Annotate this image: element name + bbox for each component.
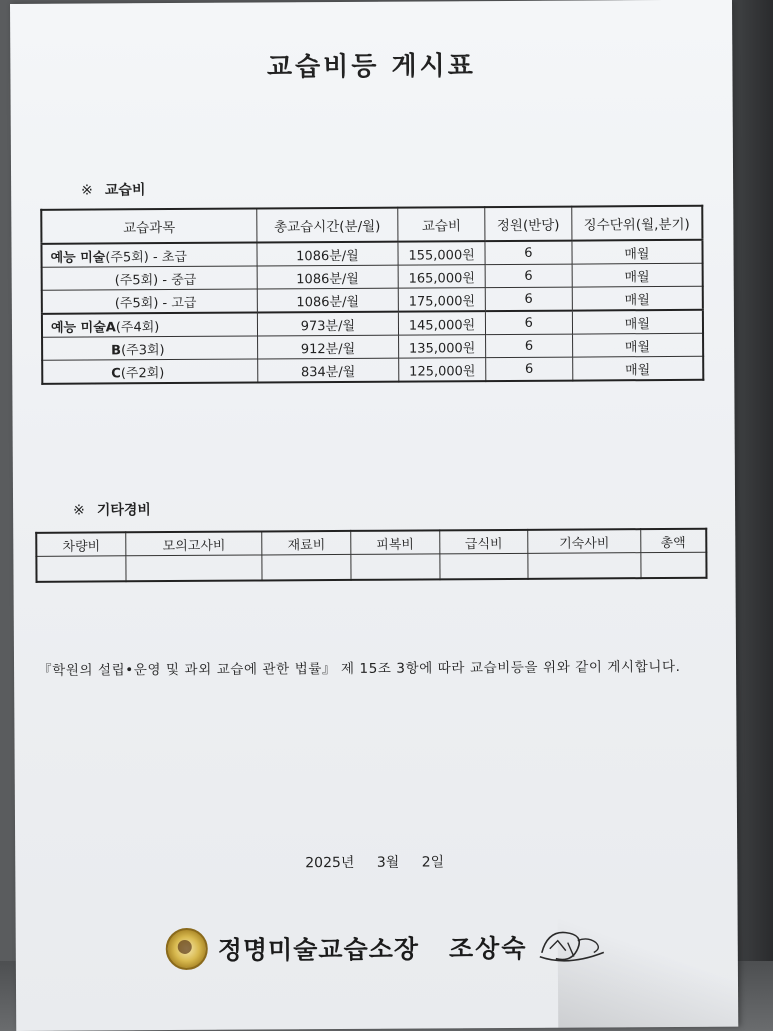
header-meals: 급식비 — [439, 530, 528, 554]
value-mock-exam — [126, 555, 262, 581]
header-vehicle: 차량비 — [36, 532, 126, 556]
row-subject: B(주3회) — [42, 336, 257, 360]
tuition-header-row — [41, 206, 702, 244]
organization-name: 정명미술교습소장 — [217, 934, 420, 965]
notice-paper — [10, 0, 738, 1031]
legal-notice: 『학원의 설립•운영 및 과외 교습에 관한 법률』 제 15조 3항에 따라 교습비등을 위와 같이 게시합니다. — [38, 658, 681, 679]
section-tuition-heading — [81, 179, 145, 199]
header-clothing: 피복비 — [351, 530, 440, 554]
row-hours: 912분/월 — [257, 335, 399, 359]
header-unit: 징수단위(월,분기) — [571, 206, 702, 241]
row-hours: 1086분/월 — [257, 288, 399, 312]
section-other-costs-label: 기타경비 — [96, 502, 151, 519]
row-capacity: 6 — [486, 357, 573, 381]
table-row — [42, 356, 703, 384]
value-vehicle — [36, 556, 126, 582]
row-fee: 125,000원 — [399, 358, 486, 382]
issue-date — [305, 851, 444, 872]
representative-name: 조상숙 — [448, 933, 528, 964]
row-subject: 예능 미술(주5회) - 초급 — [41, 242, 256, 267]
row-unit: 매월 — [572, 263, 703, 287]
value-clothing — [351, 554, 440, 580]
date-year: 2025년 — [305, 854, 355, 872]
row-fee: 145,000원 — [399, 311, 486, 335]
row-fee: 155,000원 — [398, 241, 485, 265]
row-unit: 매월 — [572, 240, 703, 264]
row-hours: 973분/월 — [257, 312, 399, 336]
date-month: 3월 — [376, 854, 400, 871]
row-unit: 매월 — [572, 356, 703, 380]
value-meals — [439, 553, 528, 579]
date-day: 2일 — [421, 854, 445, 871]
row-unit: 매월 — [572, 333, 703, 357]
row-hours: 1086분/월 — [257, 242, 399, 266]
document-title: 교습비등 게시표 — [266, 51, 476, 83]
header-capacity: 정원(반당) — [485, 207, 572, 242]
other-costs-value-row — [36, 552, 706, 582]
reference-mark: ※ — [73, 502, 85, 519]
section-tuition-label: 교습비 — [104, 182, 146, 199]
tuition-table — [40, 205, 704, 385]
header-materials: 재료비 — [262, 531, 351, 555]
row-fee: 165,000원 — [398, 265, 485, 289]
signature-block — [166, 922, 608, 973]
row-unit: 매월 — [572, 310, 703, 334]
handwritten-signature — [537, 922, 607, 970]
row-capacity: 6 — [485, 264, 572, 288]
row-fee: 175,000원 — [398, 288, 485, 312]
reference-mark: ※ — [81, 182, 93, 199]
value-materials — [262, 554, 351, 580]
other-costs-table — [35, 528, 707, 583]
row-subject: 예능 미술A(주4회) — [42, 312, 257, 337]
row-unit: 매월 — [572, 286, 703, 310]
header-subject: 교습과목 — [41, 208, 256, 243]
academy-seal-icon — [166, 928, 208, 970]
value-total — [641, 552, 707, 578]
value-dormitory — [528, 553, 641, 579]
header-total: 총액 — [640, 529, 706, 553]
row-subject: (주5회) - 고급 — [42, 289, 257, 314]
row-capacity: 6 — [485, 334, 572, 358]
header-dormitory: 기숙사비 — [528, 529, 641, 553]
row-subject: (주5회) - 중급 — [42, 266, 257, 290]
row-capacity: 6 — [485, 287, 572, 311]
row-fee: 135,000원 — [399, 335, 486, 359]
row-subject: C(주2회) — [42, 359, 257, 384]
row-capacity: 6 — [485, 241, 572, 265]
row-hours: 1086분/월 — [257, 265, 399, 289]
row-hours: 834분/월 — [257, 358, 399, 382]
header-fee: 교습비 — [398, 207, 485, 242]
header-hours: 총교습시간(분/월) — [256, 208, 398, 243]
section-other-costs-heading — [73, 499, 151, 519]
row-capacity: 6 — [485, 311, 572, 335]
header-mock-exam: 모의고사비 — [126, 531, 262, 555]
